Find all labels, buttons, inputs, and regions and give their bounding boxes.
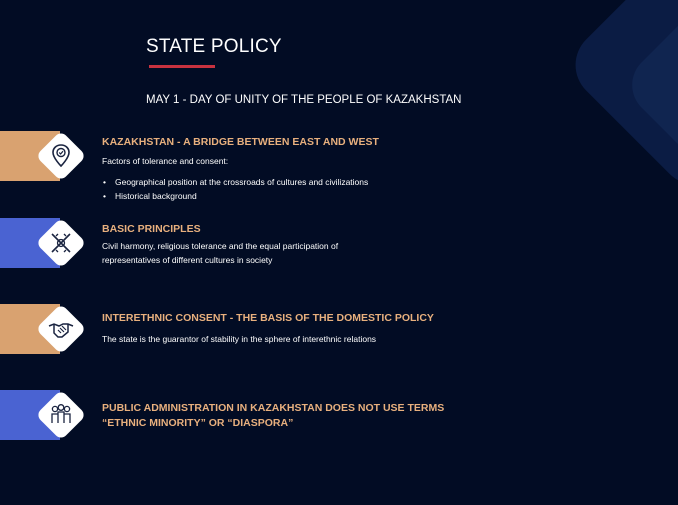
page-title: STATE POLICY [146,36,282,57]
section-heading: INTERETHNIC CONSENT - THE BASIS OF THE DOMESTIC POLICY [102,312,434,324]
bullet-item: • Historical background [102,189,368,203]
section-body-line-1: Civil harmony, religious tolerance and the equal participation of [102,241,339,251]
section-bullets [102,175,368,203]
section-intro: Factors of tolerance and consent: [102,156,229,166]
section-body-line-1: The state is the guarantor of stability in the sphere of interethnic relations [102,334,377,344]
section-heading: KAZAKHSTAN - A BRIDGE BETWEEN EAST AND WEST [102,136,379,148]
section-heading-line-1: PUBLIC ADMINISTRATION IN KAZAKHSTAN DOES NOT USE TERMS [102,402,445,414]
bullet-item: • Geographical position at the crossroads of cultures and civilizations [102,175,368,189]
joined-hands-icon [44,226,78,260]
page-subtitle: MAY 1 - DAY OF UNITY OF THE PEOPLE OF KAZAKHSTAN [146,94,462,106]
section-heading: BASIC PRINCIPLES [102,223,201,235]
title-underline [149,65,215,68]
section-body-line-2: representatives of different cultures in society [102,255,273,265]
location-pin-icon [44,139,78,173]
people-group-icon [44,398,78,432]
handshake-icon [44,312,78,346]
section-heading-line-2: “ETHNIC MINORITY” OR “DIASPORA” [102,417,294,429]
